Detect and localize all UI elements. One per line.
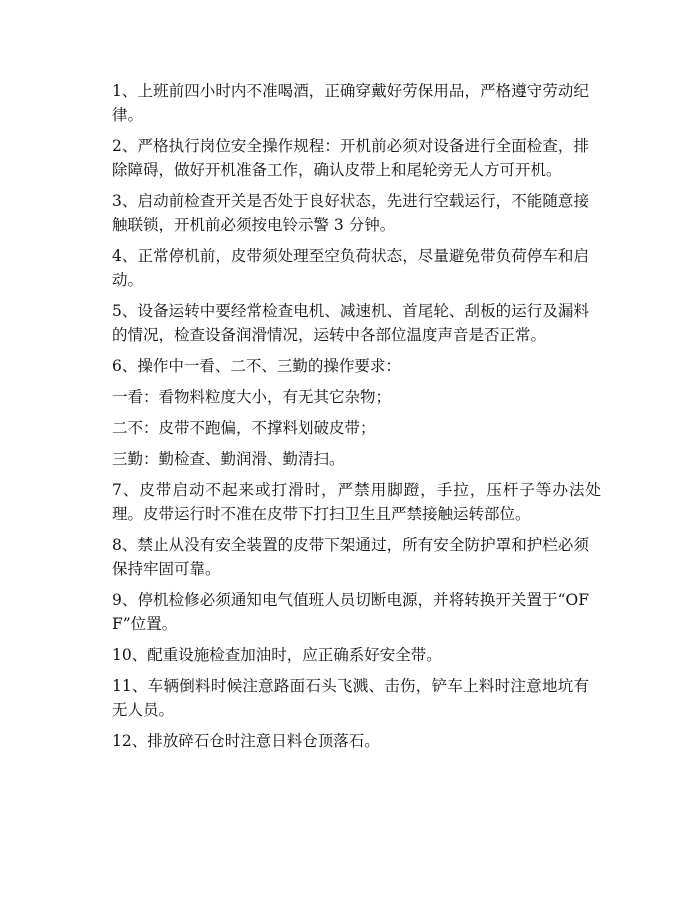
paragraph-7: 7、皮带启动不起来或打滑时，严禁用脚蹬，手拉，压杆子等办法处理。皮带运行时不准在皮带下打扫卫生且严禁接触运转部位。 <box>112 481 601 523</box>
paragraph-12: 12、排放碎石仓时注意日料仓顶落石。 <box>112 732 380 750</box>
paragraph-11: 11、车辆倒料时候注意路面石头飞溅、击伤，铲车上料时注意地坑有无人员。 <box>112 677 589 719</box>
paragraph-3: 3、启动前检查开关是否处于良好状态，先进行空载运行，不能随意接触联锁，开机前必须按电铃示警 3 分钟。 <box>112 192 589 234</box>
paragraph-2: 2、严格执行岗位安全操作规程：开机前必须对设备进行全面检查，排除障碍，做好开机准备工作，确认皮带上和尾轮旁无人方可开机。 <box>112 137 589 179</box>
paragraph-4: 4、正常停机前，皮带须处理至空负荷状态，尽量避免带负荷停车和启动。 <box>112 247 589 289</box>
paragraph-9: 9、停机检修必须通知电气值班人员切断电源，并将转换开关置于“OFF”位置。 <box>112 591 589 633</box>
paragraph-10: 10、配重设施检查加油时，应正确系好安全带。 <box>112 646 442 664</box>
paragraph-1: 1、上班前四小时内不准喝酒，正确穿戴好劳保用品，严格遵守劳动纪律。 <box>112 82 589 124</box>
paragraph-5: 5、设备运转中要经常检查电机、减速机、首尾轮、刮板的运行及漏料的情况，检查设备润滑情况，运转中各部位温度声音是否正常。 <box>112 302 589 344</box>
paragraph-two-nots: 二不：皮带不跑偏，不撑料划破皮带； <box>112 419 376 437</box>
paragraph-8: 8、禁止从没有安全装置的皮带下架通过，所有安全防护罩和护栏必须保持牢固可靠。 <box>112 536 589 578</box>
paragraph-6: 6、操作中一看、二不、三勤的操作要求： <box>112 357 401 375</box>
paragraph-three-diligences: 三勤：勤检查、勤润滑、勤清扫。 <box>112 450 345 468</box>
document-body <box>109 79 601 760</box>
paragraph-look: 一看：看物料粒度大小，有无其它杂物； <box>112 388 392 406</box>
